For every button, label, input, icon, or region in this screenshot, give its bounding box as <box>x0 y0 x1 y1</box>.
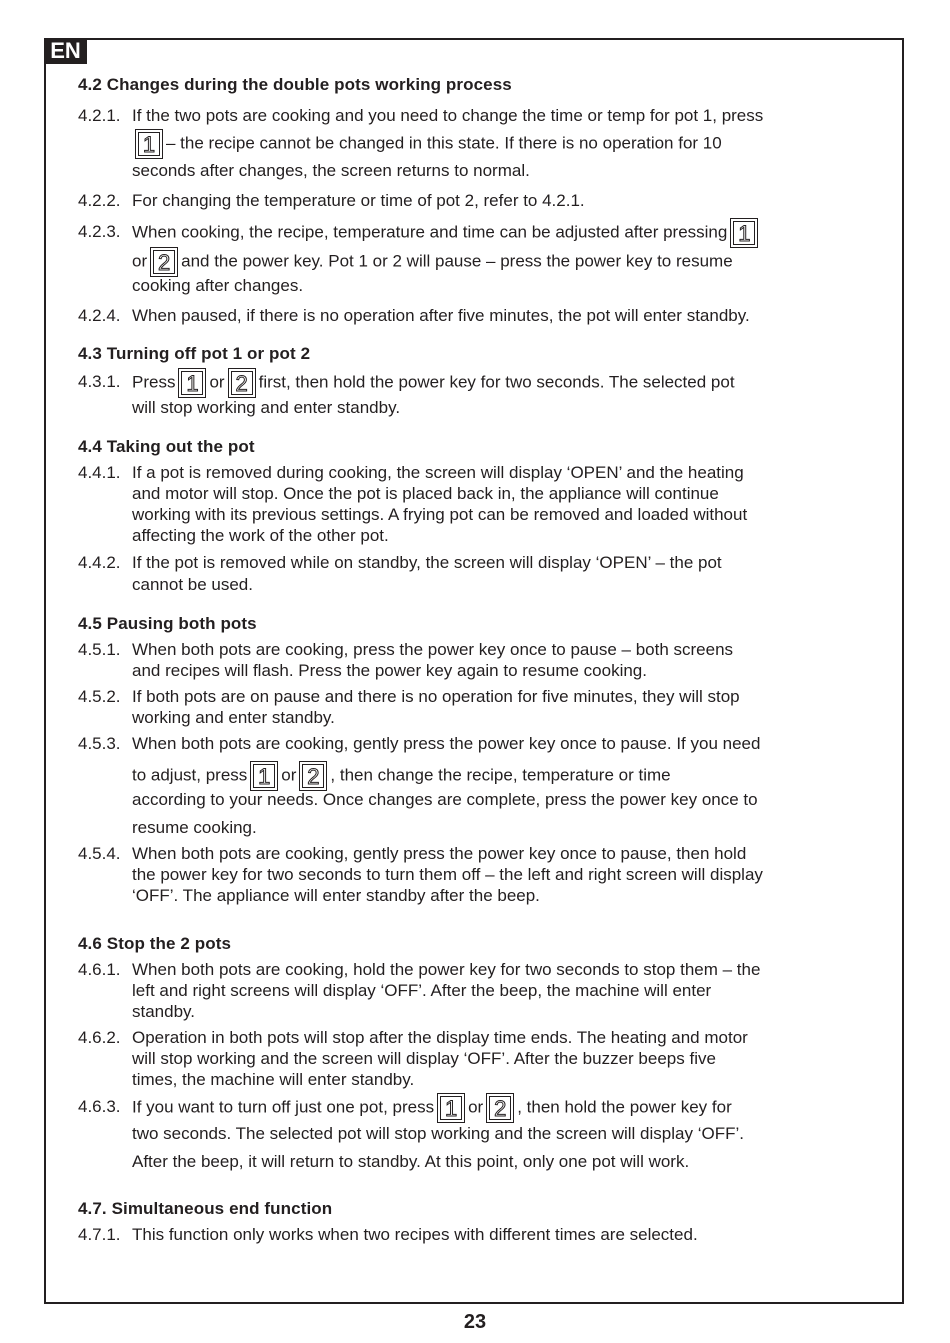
pot-2-key-icon: 2 <box>299 761 327 791</box>
language-badge: EN <box>44 38 87 64</box>
section-title-4-6: 4.6 Stop the 2 pots <box>78 934 232 953</box>
pot-1-key-icon: 1 <box>178 368 206 398</box>
item-4-2-3-line2: or 2 and the power key. Pot 1 or 2 will pause – press the power key to resume <box>132 247 733 277</box>
item-4-6-3-line3: After the beep, it will return to standby. At this point, only one pot will work. <box>132 1152 690 1171</box>
section-title-4-2: 4.2 Changes during the double pots working process <box>78 75 512 94</box>
section-title-4-5: 4.5 Pausing both pots <box>78 614 257 633</box>
item-4-6-1-line2: left and right screens will display ‘OFF’. After the beep, the machine will enter <box>132 981 712 1000</box>
pot-2-key-icon: 2 <box>486 1093 514 1123</box>
item-4-5-2: 4.5.2. If both pots are on pause and there is no operation for five minutes, they will stop <box>78 687 740 706</box>
section-title-4-3: 4.3 Turning off pot 1 or pot 2 <box>78 344 311 363</box>
pot-2-key-icon: 2 <box>150 247 178 277</box>
item-4-4-1-line2: and motor will stop. Once the pot is placed back in, the appliance will continue <box>132 484 719 503</box>
item-4-5-2-line2: working and enter standby. <box>132 708 335 727</box>
item-4-5-1-line2: and recipes will flash. Press the power key again to resume cooking. <box>132 661 647 680</box>
item-4-7-1: 4.7.1. This function only works when two recipes with different times are selected. <box>78 1225 698 1244</box>
item-4-6-3-line2: two seconds. The selected pot will stop working and the screen will display ‘OFF’. <box>132 1124 744 1143</box>
item-4-6-1-line3: standby. <box>132 1002 196 1021</box>
item-4-6-2: 4.6.2. Operation in both pots will stop after the display time ends. The heating and motor <box>78 1028 748 1047</box>
item-4-6-1: 4.6.1. When both pots are cooking, hold the power key for two seconds to stop them – the <box>78 960 761 979</box>
item-4-4-1-line3: working with its previous settings. A frying pot can be removed and loaded without <box>132 505 748 524</box>
item-4-5-3-line3: according to your needs. Once changes are complete, press the power key once to <box>132 790 758 809</box>
pot-1-key-icon: 1 <box>250 761 278 791</box>
item-4-6-2-line2: will stop working and the screen will display ‘OFF’. After the buzzer beeps five <box>132 1049 716 1068</box>
section-title-4-4: 4.4 Taking out the pot <box>78 437 255 456</box>
item-4-3-1-line2: will stop working and enter standby. <box>132 398 401 417</box>
item-4-4-2-line2: cannot be used. <box>132 575 253 594</box>
item-4-4-2: 4.4.2. If the pot is removed while on standby, the screen will display ‘OPEN’ – the pot <box>78 553 722 572</box>
item-4-2-1: 4.2.1. If the two pots are cooking and you need to change the time or temp for pot 1, press <box>78 106 764 125</box>
pot-1-key-icon: 1 <box>135 129 163 159</box>
item-4-5-3-line4: resume cooking. <box>132 818 257 837</box>
item-4-4-1: 4.4.1. If a pot is removed during cooking, the screen will display ‘OPEN’ and the heating <box>78 463 744 482</box>
item-4-4-1-line4: affecting the work of the other pot. <box>132 526 389 545</box>
item-4-5-4-line2: the power key for two seconds to turn them off – the left and right screen will display <box>132 865 763 884</box>
pot-2-key-icon: 2 <box>228 368 256 398</box>
item-4-5-1: 4.5.1. When both pots are cooking, press the power key once to pause – both screens <box>78 640 734 659</box>
item-4-2-4: 4.2.4. When paused, if there is no operation after five minutes, the pot will enter standby. <box>78 306 750 325</box>
item-4-6-3: 4.6.3. If you want to turn off just one pot, press 1 or 2 , then hold the power key for <box>78 1093 732 1123</box>
item-4-6-2-line3: times, the machine will enter standby. <box>132 1070 415 1089</box>
item-4-3-1: 4.3.1. Press 1 or 2 first, then hold the power key for two seconds. The selected pot <box>78 368 735 398</box>
item-4-5-3-line2: to adjust, press 1 or 2 , then change the recipe, temperature or time <box>132 761 671 791</box>
item-4-2-1-line2: 1 – the recipe cannot be changed in this state. If there is no operation for 10 <box>132 129 722 159</box>
item-4-2-3-line3: cooking after changes. <box>132 276 304 295</box>
item-4-5-4: 4.5.4. When both pots are cooking, gently press the power key once to pause, then hold <box>78 844 747 863</box>
item-4-2-3: 4.2.3. When cooking, the recipe, temperature and time can be adjusted after pressing 1 <box>78 218 761 248</box>
item-4-5-4-line3: ‘OFF’. The appliance will enter standby after the beep. <box>132 886 540 905</box>
section-title-4-7: 4.7. Simultaneous end function <box>78 1199 333 1218</box>
pot-1-key-icon: 1 <box>437 1093 465 1123</box>
item-4-2-2: 4.2.2. For changing the temperature or time of pot 2, refer to 4.2.1. <box>78 191 585 210</box>
item-4-5-3: 4.5.3. When both pots are cooking, gently press the power key once to pause. If you need <box>78 734 761 753</box>
pot-1-key-icon: 1 <box>730 218 758 248</box>
page-number: 23 <box>463 1311 487 1333</box>
item-4-2-1-line3: seconds after changes, the screen returns to normal. <box>132 161 530 180</box>
